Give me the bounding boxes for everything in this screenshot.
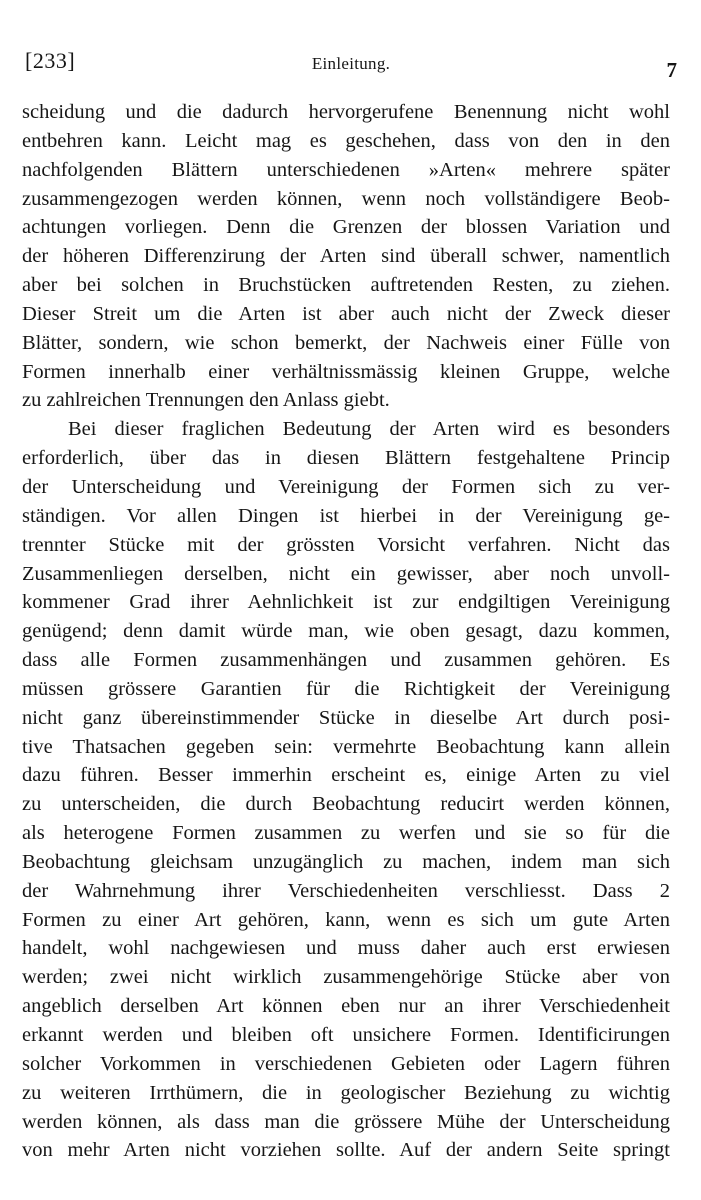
text-line: tive Thatsachen gegeben sein: vermehrte Beobachtung kann allein — [22, 735, 670, 758]
text-line: kommener Grad ihrer Aehnlichkeit ist zur endgiltigen Vereinigung — [22, 591, 670, 614]
page-header — [25, 48, 677, 82]
text-line: werden; zwei nicht wirklich zusammengehörige Stücke aber von — [22, 966, 670, 989]
text-line: der höheren Differenzirung der Arten sind überall schwer, namentlich — [22, 245, 670, 268]
text-line: der Unterscheidung und Vereinigung der Formen sich zu ver- — [22, 475, 670, 498]
text-line: dass alle Formen zusammenhängen und zusammen gehören. Es — [22, 649, 670, 672]
bracket-page-number: [233] — [25, 48, 76, 73]
text-line: handelt, wohl nachgewiesen und muss daher auch erst erwiesen — [22, 937, 670, 960]
text-line: ständigen. Vor allen Dingen ist hierbei in der Vereinigung ge- — [22, 504, 670, 527]
paragraph-start-line: Bei dieser fraglichen Bedeutung der Arten wird es besonders — [68, 418, 670, 441]
text-line: aber bei solchen in Bruchstücken auftretenden Resten, zu ziehen. — [22, 274, 670, 297]
text-line: Formen innerhalb einer verhältnissmässig kleinen Gruppe, welche — [22, 360, 670, 383]
text-line: dazu führen. Besser immerhin erscheint es, einige Arten zu viel — [22, 764, 670, 787]
text-line: erforderlich, über das in diesen Blättern festgehaltene Princip — [22, 447, 670, 470]
text-line: erkannt werden und bleiben oft unsichere Formen. Identificirungen — [22, 1024, 670, 1046]
text-line: von mehr Arten nicht vorziehen sollte. Auf der andern Seite springt — [22, 1139, 670, 1162]
text-line: Formen zu einer Art gehören, kann, wenn es sich um gute Arten — [22, 908, 670, 931]
text-line: nicht ganz übereinstimmender Stücke in dieselbe Art durch posi- — [22, 706, 670, 729]
text-line: solcher Vorkommen in verschiedenen Gebieten oder Lagern führen — [22, 1052, 670, 1075]
page-number: 7 — [666, 58, 677, 82]
running-title: Einleitung. — [311, 54, 391, 73]
body-text — [22, 98, 670, 1165]
text-line: scheidung und die dadurch hervorgerufene Benennung nicht wohl — [22, 101, 670, 123]
text-line: als heterogene Formen zusammen zu werfen und sie so für die — [22, 822, 670, 845]
text-line: nachfolgenden Blättern unterschiedenen »Arten« mehrere später — [22, 158, 670, 181]
text-line: Zusammenliegen derselben, nicht ein gewisser, aber noch unvoll- — [22, 562, 670, 585]
text-line: angeblich derselben Art können eben nur an ihrer Verschiedenheit — [22, 995, 670, 1018]
text-line: der Wahrnehmung ihrer Verschiedenheiten verschliesst. Dass 2 — [22, 879, 670, 902]
text-line: Dieser Streit um die Arten ist aber auch nicht der Zweck dieser — [22, 302, 670, 325]
text-line: Beobachtung gleichsam unzugänglich zu machen, indem man sich — [22, 850, 670, 873]
text-line: Blätter, sondern, wie schon bemerkt, der Nachweis einer Fülle von — [22, 331, 670, 354]
text-line: achtungen vorliegen. Denn die Grenzen der blossen Variation und — [22, 216, 670, 239]
paragraph-end-line: zu zahlreichen Trennungen den Anlass giebt. — [22, 389, 390, 412]
text-line: zu weiteren Irrthümern, die in geologischer Beziehung zu wichtig — [22, 1081, 670, 1104]
text-line: genügend; denn damit würde man, wie oben gesagt, dazu kommen, — [22, 620, 670, 643]
text-line: zu unterscheiden, die durch Beobachtung reducirt werden können, — [22, 793, 670, 816]
text-line: zusammengezogen werden können, wenn noch vollständigere Beob- — [22, 187, 670, 210]
text-line: trennter Stücke mit der grössten Vorsicht verfahren. Nicht das — [22, 533, 670, 556]
text-line: werden können, als dass man die grössere Mühe der Unterscheidung — [22, 1110, 670, 1133]
text-line: müssen grössere Garantien für die Richtigkeit der Vereinigung — [22, 677, 670, 700]
text-line: entbehren kann. Leicht mag es geschehen, dass von den in den — [22, 129, 670, 152]
